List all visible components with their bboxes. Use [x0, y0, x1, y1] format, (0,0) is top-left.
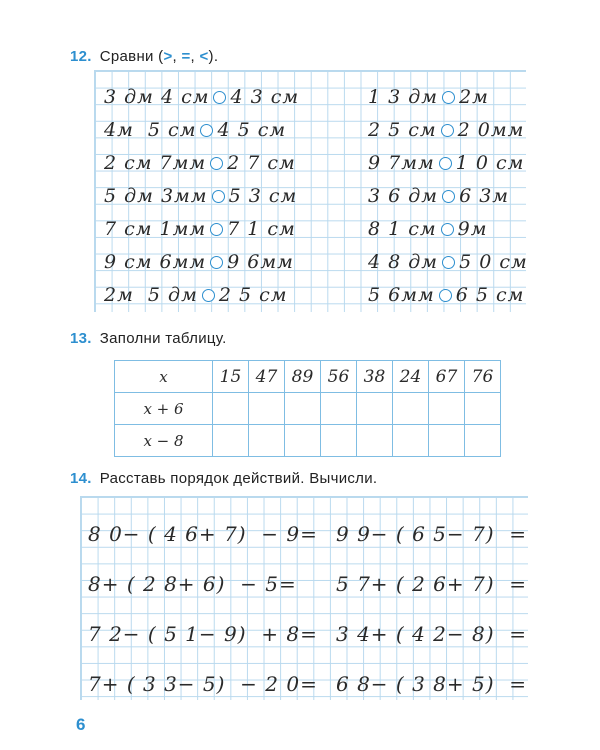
- empty-cell[interactable]: [429, 425, 465, 457]
- compare-right-value: 1 0 см: [455, 152, 525, 174]
- compare-row: [104, 150, 296, 176]
- task-number: 13.: [70, 330, 92, 347]
- task-12-header: [70, 48, 218, 65]
- compare-left-value: 9 см 6мм: [104, 251, 207, 273]
- answer-circle[interactable]: [210, 256, 223, 269]
- answer-circle[interactable]: [210, 157, 223, 170]
- compare-right-value: 9м: [457, 218, 488, 240]
- expression: 6 8− ( 3 8+ 5) =: [336, 672, 528, 696]
- answer-circle[interactable]: [202, 289, 215, 302]
- answer-circle[interactable]: [442, 91, 455, 104]
- gt-sign: >: [163, 48, 173, 65]
- empty-cell[interactable]: [321, 425, 357, 457]
- compare-row: [368, 117, 524, 143]
- answer-circle[interactable]: [212, 190, 225, 203]
- x-value: 15: [213, 361, 249, 393]
- task-13-header: [70, 330, 227, 347]
- compare-right-value: 6 3м: [459, 185, 510, 207]
- compare-left-value: 4м 5 см: [104, 119, 197, 141]
- compare-right-value: 4 5 см: [217, 119, 287, 141]
- table-row-x: [115, 361, 501, 393]
- expression: 8+ ( 2 8+ 6) − 5=: [88, 572, 297, 596]
- answer-circle[interactable]: [200, 124, 213, 137]
- empty-cell[interactable]: [249, 425, 285, 457]
- compare-left-value: 5 6мм: [368, 284, 435, 306]
- task-text: Сравни (: [99, 48, 164, 65]
- compare-row: [104, 249, 294, 275]
- empty-cell[interactable]: [285, 425, 321, 457]
- empty-cell[interactable]: [321, 393, 357, 425]
- compare-right-value: 9 6мм: [227, 251, 294, 273]
- compare-right-value: 5 3 см: [228, 185, 298, 207]
- expression: 3 4+ ( 4 2− 8) =: [336, 622, 528, 646]
- empty-cell[interactable]: [393, 425, 429, 457]
- row-header-x: x: [115, 361, 213, 393]
- compare-row: [368, 84, 489, 110]
- compare-left-value: 2 см 7мм: [104, 152, 207, 174]
- expression: 7+ ( 3 3− 5) − 2 0=: [88, 672, 318, 696]
- answer-circle[interactable]: [439, 157, 452, 170]
- page-number: 6: [76, 715, 86, 734]
- compare-right-value: 2 7 см: [227, 152, 296, 174]
- answer-circle[interactable]: [442, 190, 455, 203]
- separator: ,: [172, 48, 182, 65]
- compare-right-value: 2 0мм: [457, 119, 525, 141]
- separator: ,: [190, 48, 200, 65]
- expression: 7 2− ( 5 1− 9) + 8=: [88, 622, 318, 646]
- compare-row: [368, 282, 524, 308]
- compare-row: [368, 183, 509, 209]
- compare-right-value: 6 5 см: [455, 284, 525, 306]
- compare-left-value: 3 дм 4 см: [104, 86, 210, 108]
- compare-row: [368, 216, 488, 242]
- x-value: 47: [249, 361, 285, 393]
- answer-circle[interactable]: [210, 223, 223, 236]
- empty-cell[interactable]: [213, 393, 249, 425]
- row-header-x-minus-8: x − 8: [115, 425, 213, 457]
- empty-cell[interactable]: [357, 393, 393, 425]
- compare-right-value: 2м: [459, 86, 489, 108]
- compare-row: [104, 282, 288, 308]
- empty-cell[interactable]: [429, 393, 465, 425]
- compare-left-value: 2м 5 дм: [104, 284, 198, 306]
- answer-circle[interactable]: [441, 223, 454, 236]
- eq-sign: =: [181, 48, 191, 65]
- compare-left-value: 9 7мм: [368, 152, 435, 174]
- answer-circle[interactable]: [213, 91, 226, 104]
- compare-left-value: 1 3 дм: [368, 86, 439, 108]
- compare-row: [104, 216, 296, 242]
- x-value: 89: [285, 361, 321, 393]
- compare-row: [104, 117, 286, 143]
- answer-circle[interactable]: [439, 289, 452, 302]
- compare-row: [104, 183, 297, 209]
- task-14-header: [70, 470, 377, 487]
- task-text: Заполни таблицу.: [99, 330, 227, 347]
- task-number: 14.: [70, 470, 92, 487]
- compare-left-value: 8 1 см: [368, 218, 437, 240]
- empty-cell[interactable]: [213, 425, 249, 457]
- empty-cell[interactable]: [465, 393, 501, 425]
- compare-left-value: 5 дм 3мм: [104, 185, 208, 207]
- task-text-end: ).: [208, 48, 219, 65]
- compare-row: [368, 249, 528, 275]
- compare-left-value: 4 8 дм: [368, 251, 439, 273]
- task-number: 12.: [70, 48, 92, 65]
- empty-cell[interactable]: [465, 425, 501, 457]
- compare-right-value: 4 3 см: [230, 86, 300, 108]
- empty-cell[interactable]: [249, 393, 285, 425]
- expression: 8 0− ( 4 6+ 7) − 9=: [88, 522, 318, 546]
- expression: 5 7+ ( 2 6+ 7) =: [336, 572, 528, 596]
- x-value: 56: [321, 361, 357, 393]
- row-header-x-plus-6: x + 6: [115, 393, 213, 425]
- x-value: 38: [357, 361, 393, 393]
- compare-left-value: 7 см 1мм: [104, 218, 207, 240]
- lt-sign: <: [199, 48, 209, 65]
- compare-right-value: 5 0 см: [459, 251, 528, 273]
- empty-cell[interactable]: [285, 393, 321, 425]
- answer-circle[interactable]: [442, 256, 455, 269]
- x-value: 24: [393, 361, 429, 393]
- compare-left-value: 3 6 дм: [368, 185, 439, 207]
- table-row-x-minus-8: [115, 425, 501, 457]
- answer-circle[interactable]: [441, 124, 454, 137]
- fill-table: [114, 360, 501, 457]
- empty-cell[interactable]: [357, 425, 393, 457]
- compare-right-value: 7 1 см: [227, 218, 296, 240]
- table-row-x-plus-6: [115, 393, 501, 425]
- x-value: 76: [465, 361, 501, 393]
- compare-right-value: 2 5 см: [218, 284, 288, 306]
- compare-row: [368, 150, 524, 176]
- task-text: Расставь порядок действий. Вычисли.: [99, 470, 378, 487]
- x-value: 67: [429, 361, 465, 393]
- compare-left-value: 2 5 см: [368, 119, 437, 141]
- expression: 9 9− ( 6 5− 7) =: [336, 522, 528, 546]
- empty-cell[interactable]: [393, 393, 429, 425]
- compare-row: [104, 84, 299, 110]
